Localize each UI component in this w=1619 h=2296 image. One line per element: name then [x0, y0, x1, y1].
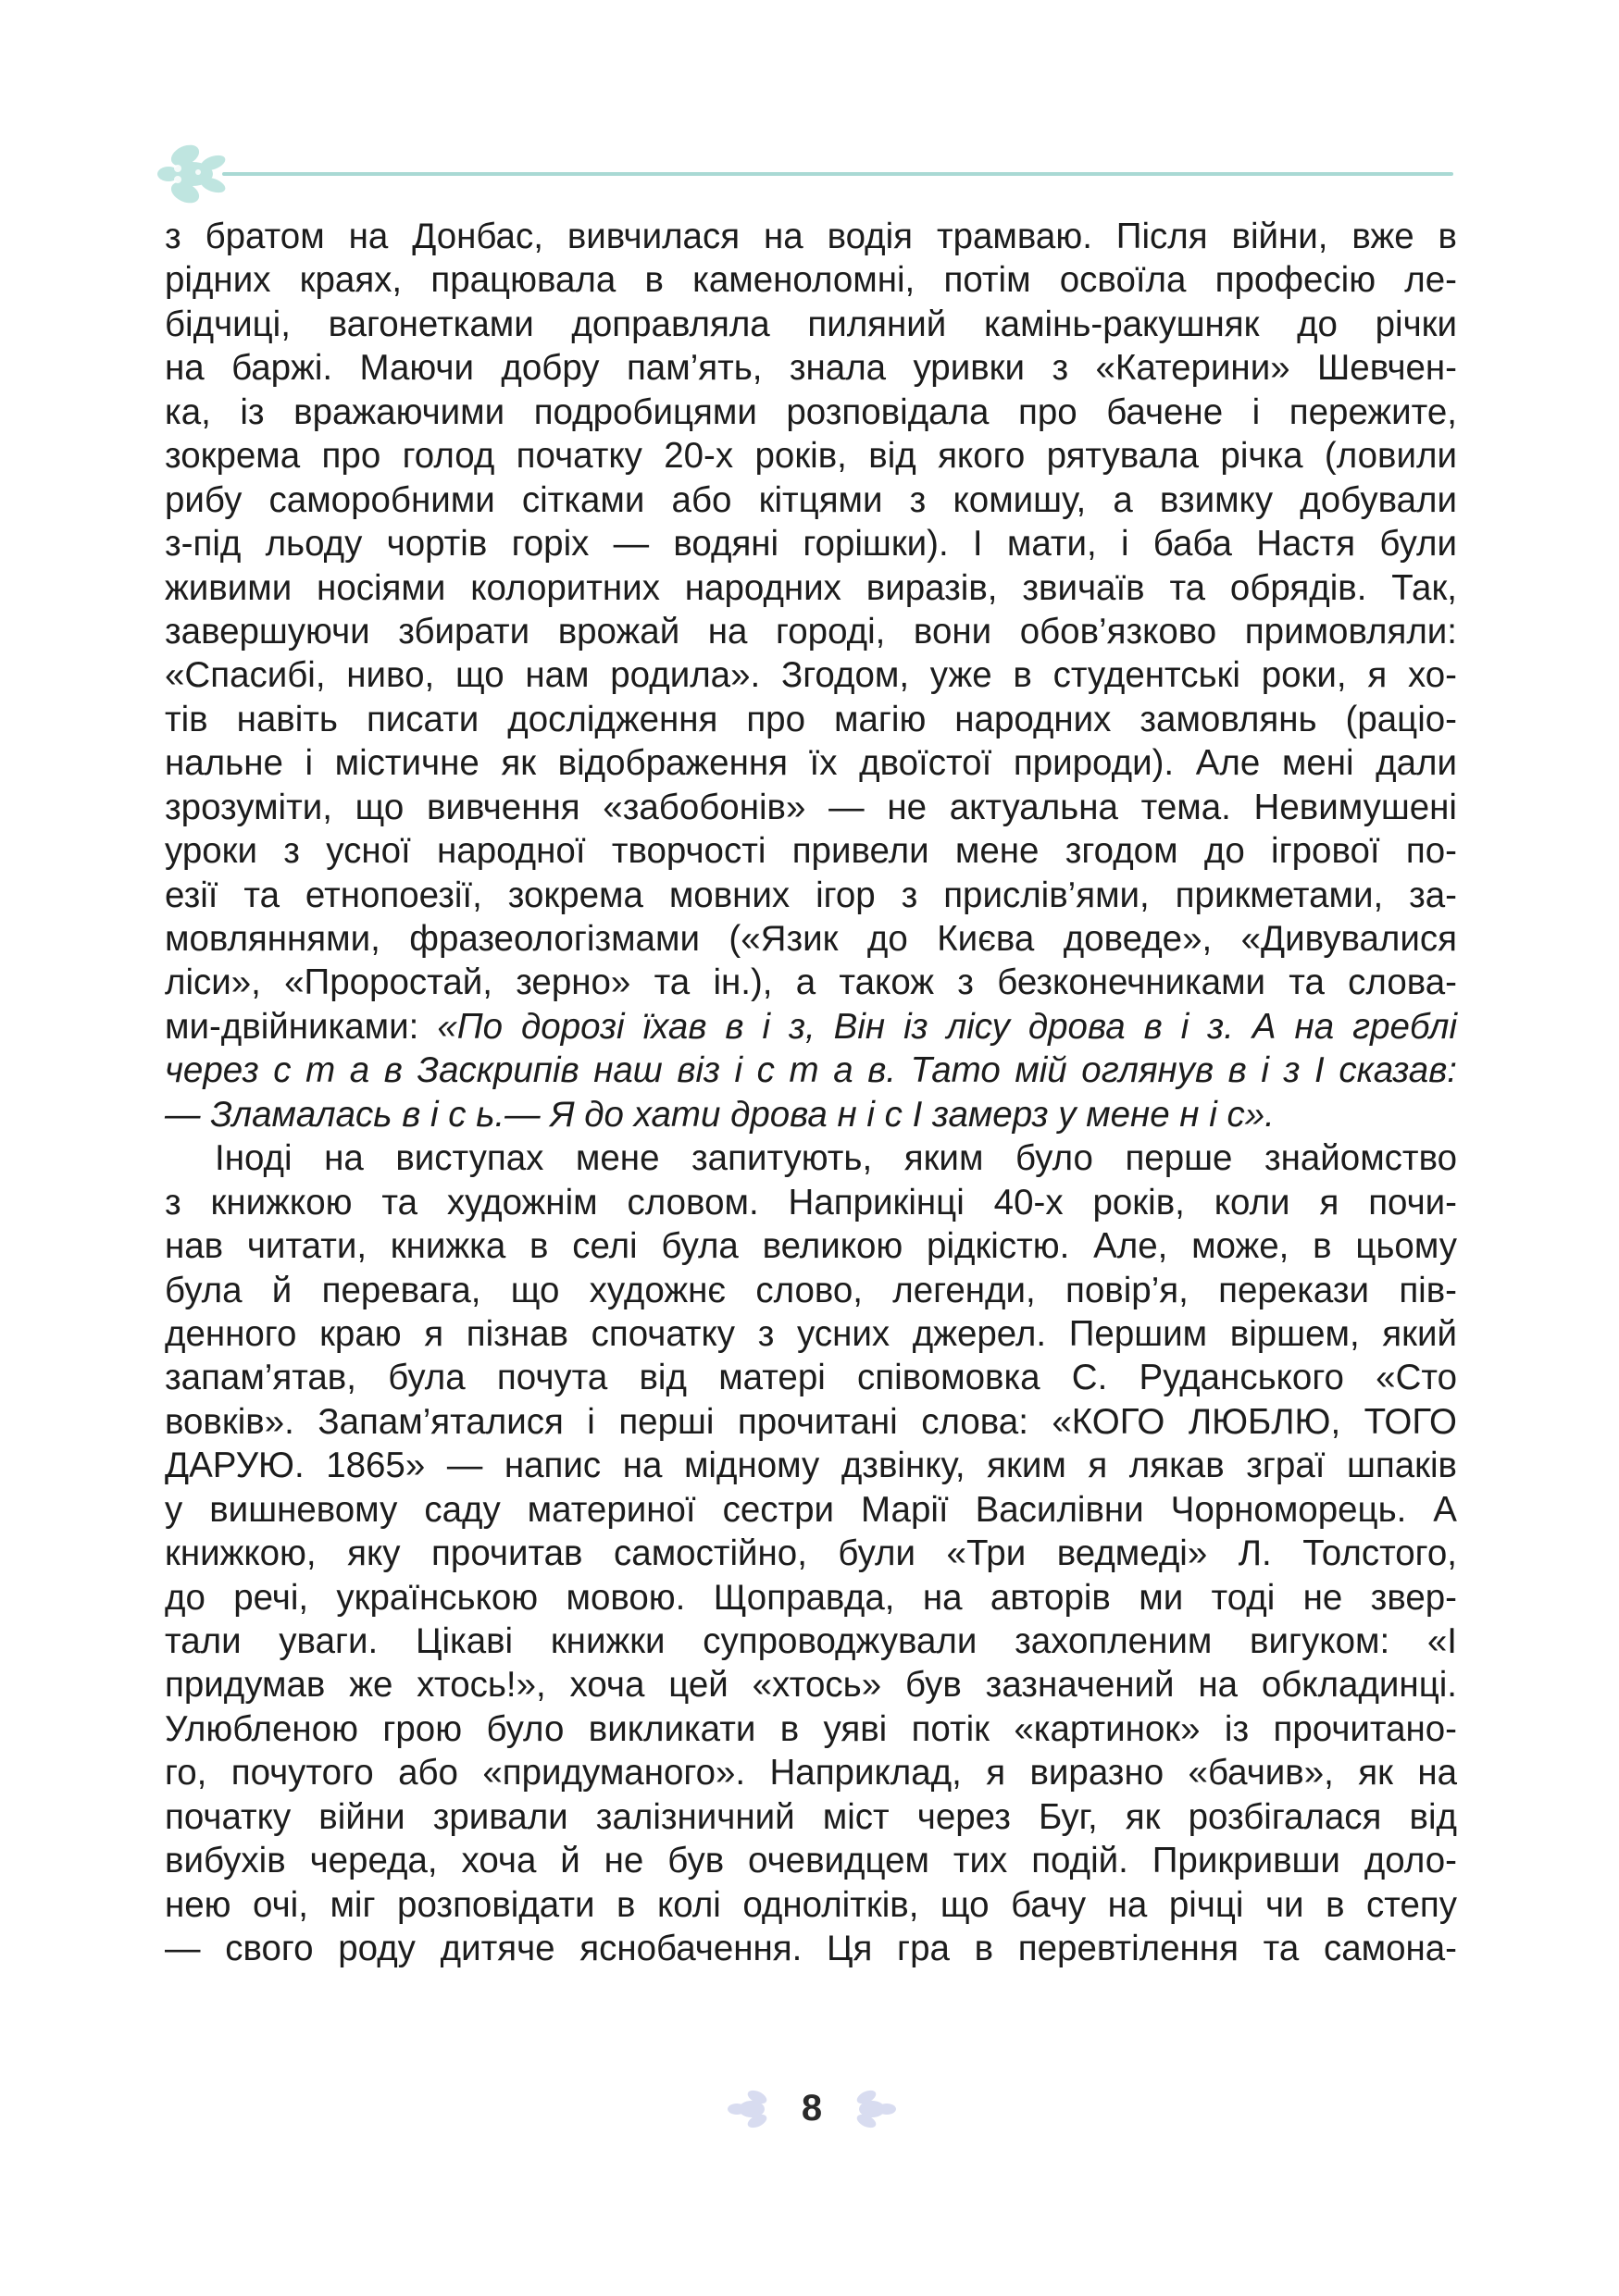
- text-line: була й перевага, що художнє слово, легенди, повір’я, перекази пів-: [165, 1270, 1457, 1310]
- text-line: «Спасибі, ниво, що нам родила». Згодом, уже в студентські роки, я хо-: [165, 655, 1457, 696]
- text-line: з книжкою та художнім словом. Наприкінці 40-х років, коли я почи-: [165, 1182, 1457, 1222]
- text-line: ка, із вражаючими подробицями розповідала про бачене і пережите,: [165, 391, 1457, 432]
- text-line: денного краю я пізнав спочатку з усних джерел. Першим віршем, який: [165, 1313, 1457, 1354]
- text-line: книжкою, яку прочитав самостійно, були «Три ведмеді» Л. Толстого,: [165, 1533, 1457, 1574]
- italic-line: — Зламалась в і с ь.— Я до хати дрова н і с І замерз у мене н і с».: [165, 1094, 1275, 1135]
- paragraph-first-line: Іноді на виступах мене запитують, яким було перше знайомство: [215, 1138, 1457, 1179]
- text-line: Улюбленою грою було викликати в уяві потік «картинок» із прочитано-: [165, 1708, 1457, 1749]
- text-line: зокрема про голод початку 20-х років, від якого рятувала річка (ловили: [165, 436, 1457, 477]
- italic-line: через с т а в Заскрипів наш віз і с т а в. Тато мій оглянув в і з І сказав:: [165, 1050, 1457, 1091]
- body-text: [165, 215, 1457, 1971]
- text-line: рибу саморобними сітками або кітцями з комишу, а взимку добували: [165, 479, 1457, 520]
- text-line: з братом на Донбас, вивчилася на водія трамваю. Після війни, вже в: [165, 217, 1457, 256]
- text-line: завершуючи збирати врожай на городі, вони обов’язково примовляли:: [165, 611, 1457, 652]
- text-line: у вишневому саду материної сестри Марії Василівни Чорноморець. А: [165, 1489, 1457, 1530]
- text-line: нав читати, книжка в селі була великою рідкістю. Але, може, в цьому: [165, 1226, 1457, 1267]
- text-line: мовляннями, фразеологізмами («Язик до Києва доведе», «Дивувалися: [165, 919, 1457, 959]
- text-line: вовків». Запам’яталися і перші прочитані слова: «КОГО ЛЮБЛЮ, ТОГО: [165, 1401, 1457, 1442]
- text-line: ліси», «Проростай, зерно» та ін.), а також з безконечниками та слова-: [165, 962, 1457, 1003]
- text-line: запам’ятав, була почута від матері співомовка С. Руданського «Сто: [165, 1358, 1457, 1398]
- text-line: — свого роду дитяче яснобачення. Ця гра в перевтілення та самона-: [165, 1929, 1457, 1969]
- text-line: бідчиці, вагонетками доправляла пиляний камінь-ракушняк до річки: [165, 304, 1457, 344]
- text-line: зрозуміти, що вивчення «забобонів» — не актуальна тема. Невимушені: [165, 787, 1457, 827]
- text-span: ми-двійниками:: [165, 1006, 438, 1047]
- italic-quote: «По дорозі їхав в і з, Він із лісу дрова в і з. А на греблі: [437, 1006, 1457, 1047]
- text-line-mixed: [165, 1005, 1457, 1049]
- leaf-flourish-icon: [852, 2088, 900, 2130]
- text-line: початку війни зривали залізничний міст через Буг, як розбігалася від: [165, 1796, 1457, 1837]
- text-line: рідних краях, працювала в каменоломні, потім освоїла професію ле-: [165, 260, 1457, 301]
- text-line: живими носіями колоритних народних виразів, звичаїв та обрядів. Так,: [165, 567, 1457, 608]
- text-line: го, почутого або «придуманого». Наприклад, я виразно «бачив», як на: [165, 1753, 1457, 1793]
- page-footer: [0, 2073, 1619, 2147]
- page-number: 8: [801, 2088, 823, 2128]
- text-line: тів навіть писати дослідження про магію народних замовлянь (раціо-: [165, 699, 1457, 739]
- text-line: з-під льоду чортів горіх — водяні горішки). І мати, і баба Настя були: [165, 524, 1457, 565]
- text-line: вибухів череда, хоча й не був очевидцем тих подій. Прикривши доло-: [165, 1841, 1457, 1881]
- text-line: езії та етнопоезії, зокрема мовних ігор з прислів’ями, прикметами, за-: [165, 875, 1457, 915]
- text-line: до речі, українською мовою. Щоправда, на авторів ми тоді не звер-: [165, 1577, 1457, 1618]
- text-line: уроки з усної народної творчості привели мене згодом до ігрової по-: [165, 831, 1457, 872]
- text-line: тали уваги. Цікаві книжки супроводжували захопленим вигуком: «І: [165, 1621, 1457, 1661]
- text-line: ДАРУЮ. 1865» — напис на мідному дзвінку, яким я лякав зграї шпаків: [165, 1446, 1457, 1486]
- text-line: нею очі, міг розповідати в колі однолітків, що бачу на річці чи в степу: [165, 1884, 1457, 1925]
- text-line: нальне і містичне як відображення їх двоїстої природи). Але мені дали: [165, 743, 1457, 784]
- text-line: придумав же хтось!», хоча цей «хтось» був зазначений на обкладинці.: [165, 1665, 1457, 1706]
- header-rule: [222, 172, 1453, 176]
- leaf-flourish-icon: [724, 2088, 772, 2130]
- text-line: на баржі. Маючи добру пам’ять, знала уривки з «Катерини» Шевчен-: [165, 348, 1457, 389]
